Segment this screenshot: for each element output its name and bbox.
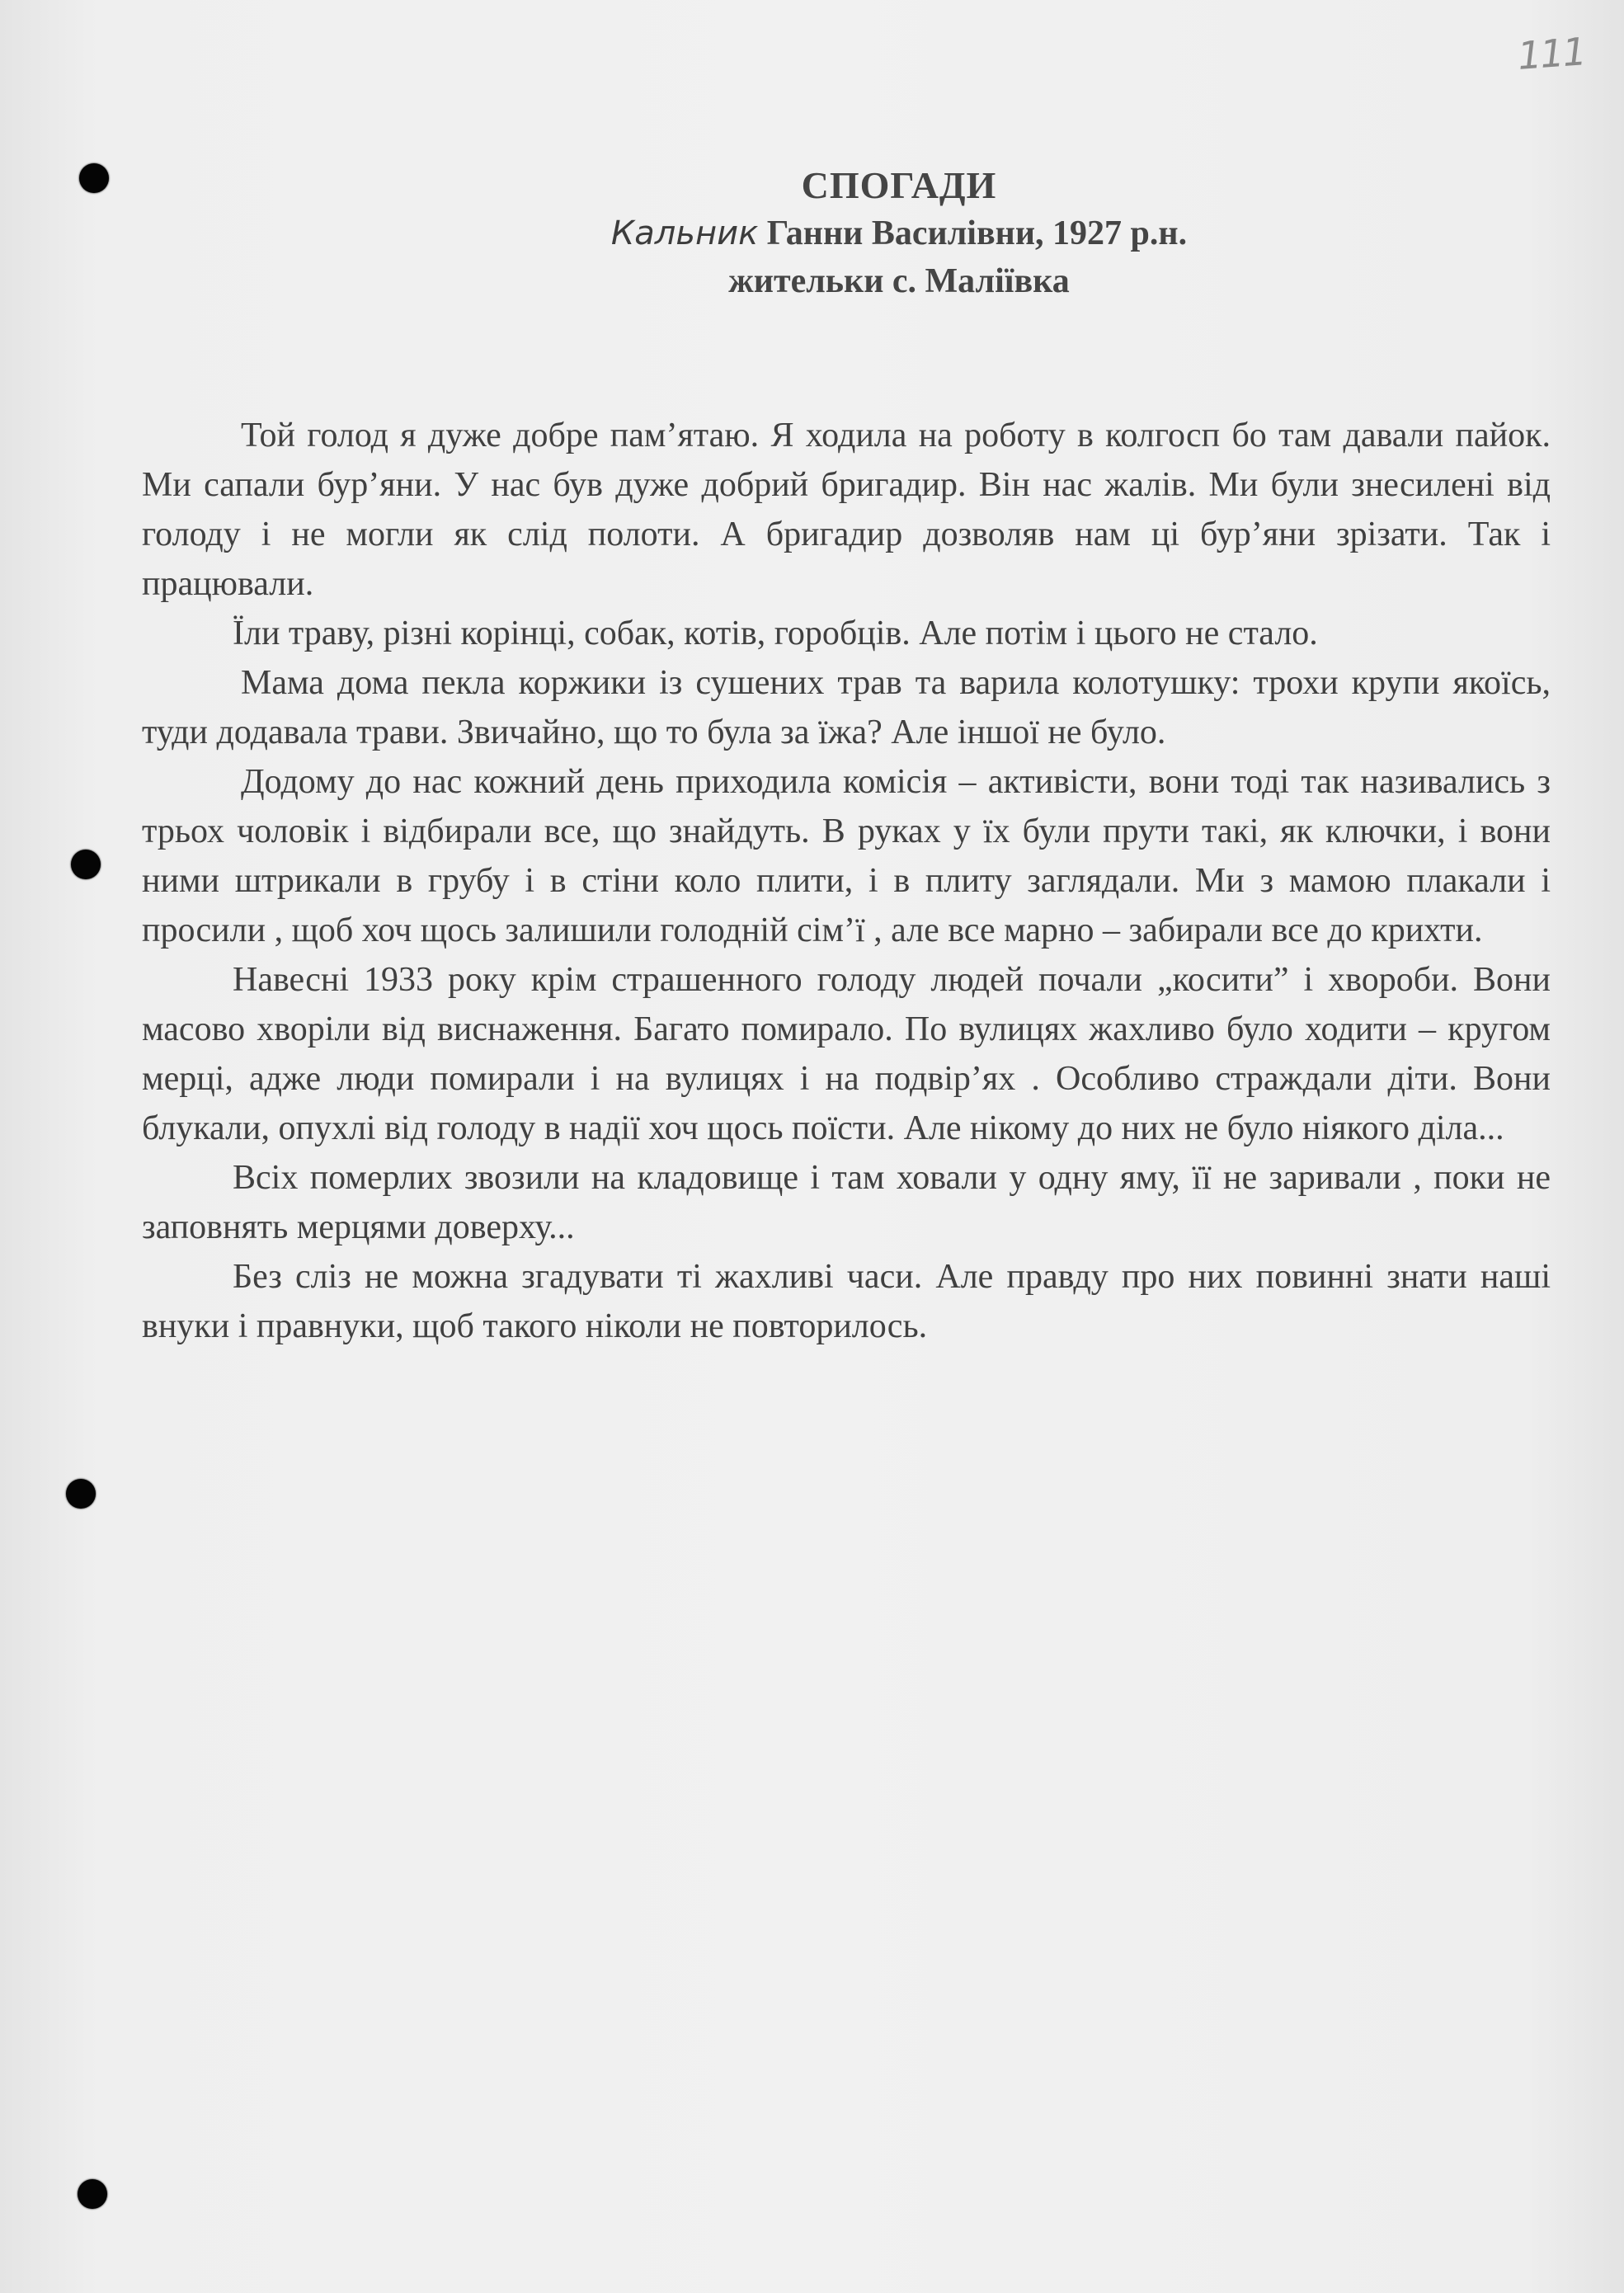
residence-line: жительки с. Маліївка: [728, 262, 1070, 300]
author-name: Ганни Василівни, 1927 р.н.: [758, 214, 1188, 252]
punch-hole-icon: [71, 850, 101, 879]
punch-hole-icon: [78, 2179, 107, 2209]
document-heading: [0, 162, 1624, 305]
paragraph: Додому до нас кожний день приходила комісія – активісти, вони тоді так називались з трьох чоловік і відбирали все, що знайдуть. В руках у їх були прути такі, як ключки, і вони ними штрикали в грубу і в стіни коло плити, і в плиту заглядали. Ми з мамою плакали і просили , щоб хоч щось залишили голодній сім’ї , але все марно – забирали все до крихти.: [142, 763, 1551, 949]
paragraph: Навесні 1933 року крім страшенного голоду людей почали „косити” і хвороби. Вони масово хворіли від виснаження. Багато помирало. По вулицях жахливо було ходити – кругом мерці, адже люди помирали і на вулицях і на подвір’ях . Особливо страждали діти. Вони блукали, опухлі від голоду в надії хоч щось поїсти. Але нікому до них не було ніякого діла...: [142, 961, 1551, 1147]
punch-hole-icon: [66, 1479, 96, 1509]
paragraph: Всіх померлих звозили на кладовище і там ховали у одну яму, її не заривали , поки не заповнять мерцями доверху...: [142, 1159, 1551, 1246]
memoir-text: [142, 411, 1551, 1351]
handwritten-page-number: 111: [1516, 29, 1587, 78]
paragraph: Той голод я дуже добре пам’ятаю. Я ходила на роботу в колгосп бо там давали пайок. Ми сапали бур’яни. У нас був дуже добрий бригадир. Він нас жалів. Ми були знесилені від голоду і не могли як слід полоти. А бригадир дозволяв нам ці бур’яни зрізати. Так і працювали.: [142, 417, 1551, 603]
author-line: [0, 210, 1624, 257]
document-title: СПОГАДИ: [801, 164, 997, 206]
paragraph: Без сліз не можна згадувати ті жахливі часи. Але правду про них повинні знати наші внуки і правнуки, щоб такого ніколи не повторилось.: [142, 1258, 1551, 1345]
handwritten-surname: Кальник: [610, 214, 759, 252]
paragraph: Мама дома пекла коржики із сушених трав та варила колотушку: трохи крупи якоїсь, туди додавала трави. Звичайно, що то була за їжа? Але іншої не було.: [142, 664, 1551, 751]
paragraph: Їли траву, різні корінці, собак, котів, горобців. Але потім і цього не стало.: [233, 614, 1318, 652]
